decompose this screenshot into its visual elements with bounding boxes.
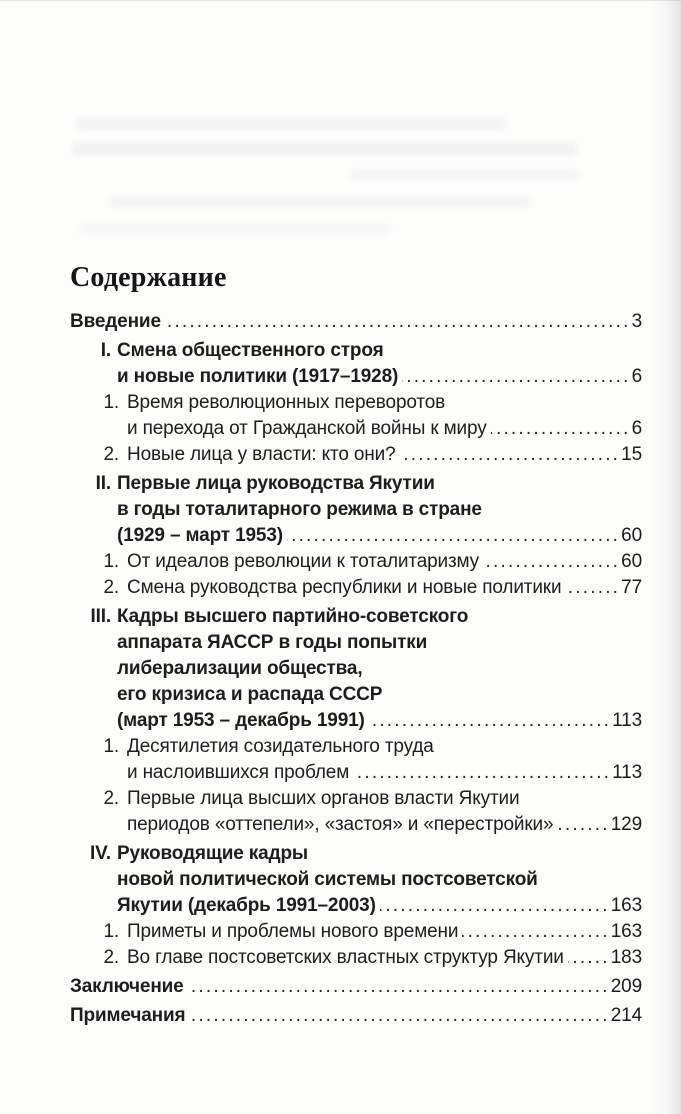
toc-line xyxy=(70,841,642,867)
toc-page-number: 60 xyxy=(621,525,642,546)
dot-leader xyxy=(353,760,611,786)
toc-line xyxy=(70,390,642,416)
toc-entry xyxy=(70,841,642,919)
toc-page-number: 3 xyxy=(631,311,642,332)
toc-page-number: 129 xyxy=(610,814,642,835)
toc-page-number: 113 xyxy=(612,710,642,731)
dot-leader xyxy=(557,812,609,838)
toc-entry-number: II. xyxy=(95,473,111,494)
toc-entry xyxy=(70,945,642,971)
toc-line xyxy=(70,682,642,708)
toc-entry xyxy=(70,604,642,734)
toc-entry-number: IV. xyxy=(89,843,111,864)
toc-list xyxy=(70,309,642,1029)
toc-entry-number: 2. xyxy=(103,444,119,465)
toc-entry-text: периодов «оттепели», «застоя» и «перестройки» xyxy=(127,814,554,835)
toc-line xyxy=(70,734,642,760)
toc-entry-text: Примечания xyxy=(70,1005,186,1026)
toc-entry-number: 1. xyxy=(103,736,119,757)
toc-entry xyxy=(70,390,642,442)
toc-entry xyxy=(70,734,642,786)
toc-line xyxy=(70,497,642,523)
toc-entry xyxy=(70,1003,642,1029)
toc-entry-text: Приметы и проблемы нового времени xyxy=(127,921,459,942)
toc-entry-text: (март 1953 – декабрь 1991) xyxy=(117,710,365,731)
toc-entry-text: и наслоившихся проблем xyxy=(127,762,350,783)
dot-leader xyxy=(491,416,631,442)
toc-line xyxy=(70,471,642,497)
bleed-through-mark xyxy=(80,224,390,234)
toc-page-number: 77 xyxy=(621,577,642,598)
dot-leader xyxy=(483,549,620,575)
toc-entry xyxy=(70,919,642,945)
toc-line xyxy=(70,416,642,442)
dot-leader xyxy=(380,893,610,919)
bleed-through-mark xyxy=(350,170,580,180)
toc-entry-number: 1. xyxy=(103,392,119,413)
toc-page-number: 214 xyxy=(610,1005,642,1026)
toc-entry-text: его кризиса и распада СССР xyxy=(117,684,383,705)
toc-entry-text: Первые лица высших органов власти Якутии xyxy=(127,788,520,809)
dot-leader xyxy=(462,919,609,945)
toc-entry xyxy=(70,549,642,575)
toc-entry xyxy=(70,471,642,549)
toc-page-number: 15 xyxy=(621,444,642,465)
toc-page-number: 113 xyxy=(612,762,642,783)
toc-line xyxy=(70,760,642,786)
toc-entry xyxy=(70,338,642,390)
toc-entry-number: 2. xyxy=(103,577,119,598)
dot-leader xyxy=(287,523,620,549)
toc-entry-text: Заключение xyxy=(70,976,184,997)
toc-line xyxy=(70,945,642,971)
dot-leader xyxy=(188,974,610,1000)
toc-line xyxy=(70,867,642,893)
toc-entry-text: новой политической системы постсоветской xyxy=(117,869,538,890)
dot-leader xyxy=(568,945,610,971)
toc-entry-number: 1. xyxy=(103,921,119,942)
toc-line xyxy=(70,1003,642,1029)
toc-line xyxy=(70,786,642,812)
toc-line xyxy=(70,893,642,919)
toc-line xyxy=(70,549,642,575)
dot-leader xyxy=(189,1003,609,1029)
toc-entry-text: Введение xyxy=(70,311,161,332)
toc-entry-text: и новые политики (1917–1928) xyxy=(117,366,399,387)
dot-leader xyxy=(402,364,630,390)
toc-entry xyxy=(70,442,642,468)
bleed-through-mark xyxy=(76,118,506,129)
toc-line xyxy=(70,974,642,1000)
toc-entry-text: Десятилетия созидательного труда xyxy=(127,736,434,757)
toc-entry-text: и перехода от Гражданской войны к миру xyxy=(127,418,487,439)
toc-line xyxy=(70,812,642,838)
toc-entry-text: (1929 – март 1953) xyxy=(117,525,283,546)
toc-entry-text: Смена общественного строя xyxy=(117,340,384,361)
toc-line xyxy=(70,309,642,335)
toc-entry xyxy=(70,309,642,335)
toc-page-number: 6 xyxy=(631,418,642,439)
toc-page-number: 60 xyxy=(621,551,642,572)
toc-page-number: 163 xyxy=(610,921,642,942)
toc-page-number: 163 xyxy=(610,895,642,916)
toc-entry-text: Руководящие кадры xyxy=(117,843,309,864)
toc-line xyxy=(70,364,642,390)
toc-page-number: 183 xyxy=(610,947,642,968)
toc-entry-text: Первые лица руководства Якутии xyxy=(117,473,435,494)
toc-entry xyxy=(70,974,642,1000)
toc-line xyxy=(70,442,642,468)
dot-leader xyxy=(565,575,620,601)
toc-line xyxy=(70,523,642,549)
toc-line xyxy=(70,656,642,682)
toc-entry-text: Якутии (декабрь 1991–2003) xyxy=(117,895,376,916)
toc-line xyxy=(70,604,642,630)
toc-entry-text: От идеалов революции к тоталитаризму xyxy=(127,551,480,572)
toc-entry-text: в годы тоталитарного режима в стране xyxy=(117,499,482,520)
dot-leader xyxy=(165,309,631,335)
toc-entry-number: 2. xyxy=(103,788,119,809)
toc-entry-text: Кадры высшего партийно-советского xyxy=(117,606,469,627)
toc-line xyxy=(70,630,642,656)
toc-line xyxy=(70,919,642,945)
dot-leader xyxy=(369,708,611,734)
toc-entry-text: Смена руководства республики и новые политики xyxy=(127,577,562,598)
toc-entry-text: Новые лица у власти: кто они? xyxy=(127,444,396,465)
toc-entry-text: либерализации общества, xyxy=(117,658,363,679)
toc-line xyxy=(70,575,642,601)
toc-page-number: 6 xyxy=(631,366,642,387)
toc-entry-text: аппарата ЯАССР в годы попытки xyxy=(117,632,428,653)
bleed-through-mark xyxy=(72,143,577,155)
page-title: Содержание xyxy=(70,262,227,293)
toc-line xyxy=(70,708,642,734)
dot-leader xyxy=(400,442,621,468)
toc-page-number: 209 xyxy=(610,976,642,997)
toc-entry-number: III. xyxy=(90,606,111,627)
toc-entry-text: Время революционных переворотов xyxy=(127,392,446,413)
toc-line xyxy=(70,338,642,364)
toc-entry-number: 2. xyxy=(103,947,119,968)
bleed-through-mark xyxy=(110,196,530,207)
scan-edge-line xyxy=(0,0,681,1)
toc-entry xyxy=(70,786,642,838)
toc-entry-number: I. xyxy=(100,340,111,361)
toc-entry-number: 1. xyxy=(103,551,119,572)
toc-entry-text: Во главе постсоветских властных структур Якутии xyxy=(127,947,564,968)
toc-entry xyxy=(70,575,642,601)
